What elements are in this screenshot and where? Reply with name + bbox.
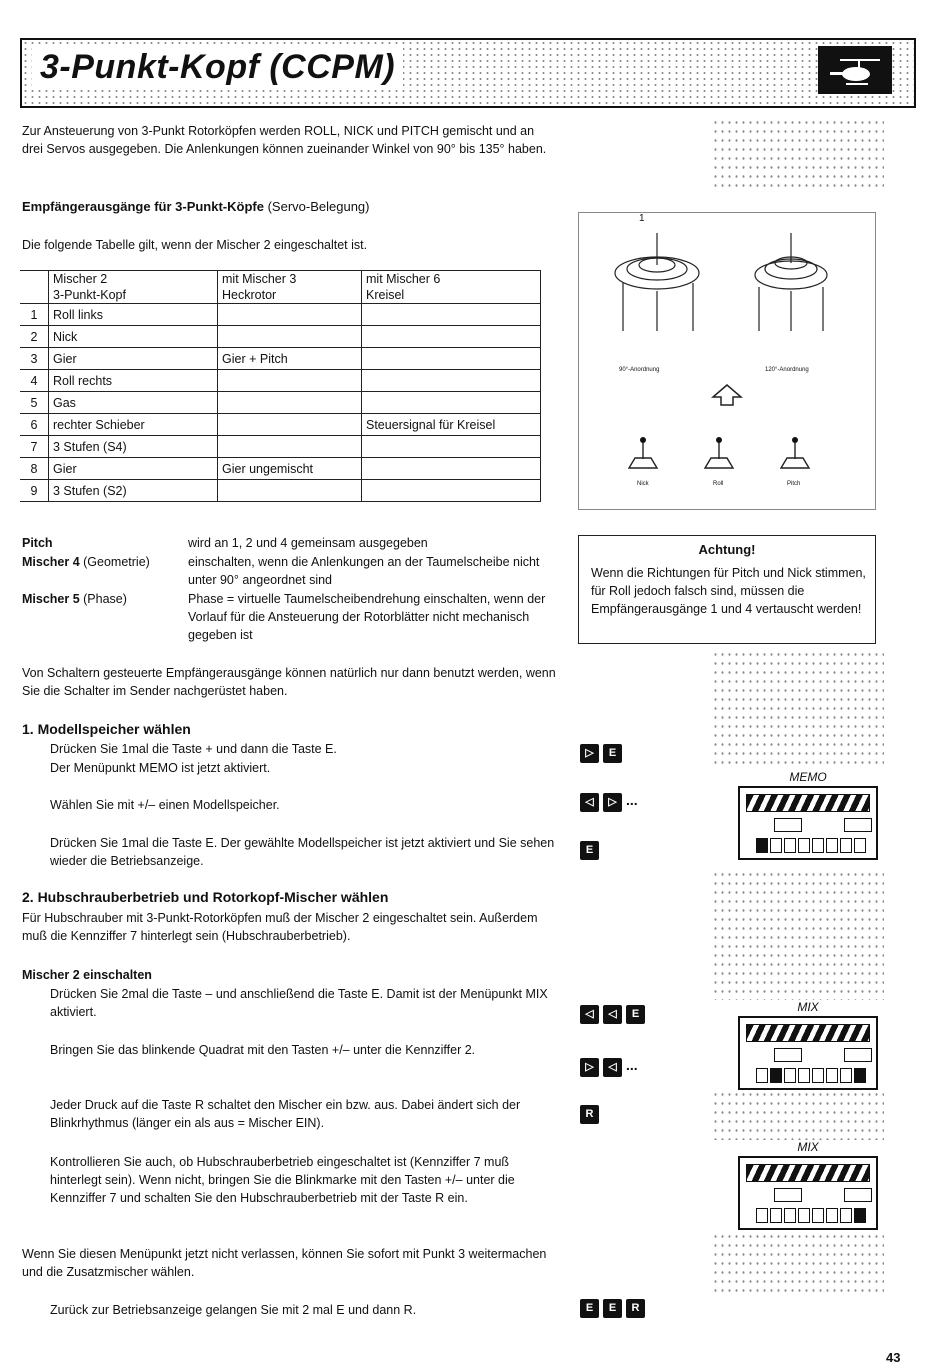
table-cell: Steuersignal für Kreisel [362,414,541,436]
table-cell [218,414,362,436]
step2-keys-d [580,1298,649,1318]
caption-120: 120°-Anordnung [765,367,809,373]
caption-90: 90°-Anordnung [619,367,660,373]
ellipsis: ... [626,1057,638,1073]
table-cell-output: 9 [20,480,49,502]
table-cell [218,480,362,502]
table-row [20,458,541,480]
step2-keys-a [580,1004,649,1024]
table-cell [218,370,362,392]
step1-p4: Drücken Sie 1mal die Taste E. Der gewählte Modellspeicher ist jetzt aktiviert und Sie sehen wieder die Betriebsanzeige. [50,836,555,868]
table-cell: rechter Schieber [49,414,218,436]
step1-keys-c [580,840,603,860]
step1-keys-a [580,743,626,763]
table-header-mischer2: Mischer 2 3-Punkt-Kopf [49,271,218,304]
table-cell: Roll links [49,304,218,326]
dotted-area [712,1232,884,1292]
table-cell: Gier + Pitch [218,348,362,370]
minus-key[interactable]: ◁ [580,1005,599,1024]
plus-key[interactable]: ▷ [580,744,599,763]
step1-p3: Wählen Sie mit +/– einen Modellspeicher. [50,798,280,812]
table-row [20,480,541,502]
table-cell [218,326,362,348]
e-key[interactable]: E [580,841,599,860]
figure-marker: 1 [639,213,645,224]
table-cell-output: 6 [20,414,49,436]
table-cell: Nick [49,326,218,348]
def-term-mischer5: Mischer 5 (Phase) [22,592,127,606]
lcd-mix-2 [738,1140,878,1230]
plus-key[interactable]: ▷ [603,793,622,812]
table-cell-output: 8 [20,458,49,480]
e-key[interactable]: E [603,744,622,763]
step1-title: 1. Modellspeicher wählen [22,721,191,737]
step2-p4: Jeder Druck auf die Taste R schaltet den Mischer ein bzw. aus. Dabei ändert sich der Blinkrhythmus (länger ein als aus = Mischer EIN). [50,1098,521,1130]
table-cell-output: 5 [20,392,49,414]
e-key[interactable]: E [580,1299,599,1318]
step2-p2: Drücken Sie 2mal die Taste – und anschließend die Taste E. Damit ist der Menüpunkt MIX aktiviert. [50,987,548,1019]
table-row [20,414,541,436]
achtung-text: Wenn die Richtungen für Pitch und Nick stimmen, für Roll jedoch falsch sind, müssen die Empfängerausgänge 1 und 4 vertauscht werden! [591,566,866,616]
table-row [20,370,541,392]
table-row [20,348,541,370]
step2-title: 2. Hubschrauberbetrieb und Rotorkopf-Mischer wählen [22,889,389,905]
swashplate-figure [578,212,876,510]
table-row [20,436,541,458]
def-text-mischer4: einschalten, wenn die Anlenkungen an der Taumelscheibe nicht unter 90° angeordnet sind [188,555,540,587]
plus-key[interactable]: ▷ [580,1058,599,1077]
r-key[interactable]: R [626,1299,645,1318]
lcd-label: MIX [740,1000,876,1014]
r-key[interactable]: R [580,1105,599,1124]
dotted-area [712,650,884,770]
achtung-title: Achtung! [698,542,756,557]
table-cell: Gier [49,348,218,370]
table-cell: Gier [49,458,218,480]
step2-keys-c [580,1104,603,1124]
table-note: Die folgende Tabelle gilt, wenn der Mischer 2 eingeschaltet ist. [22,238,368,252]
ellipsis: ... [626,792,638,808]
stick-label-pitch: Pitch [787,481,801,487]
step2-p5: Kontrollieren Sie auch, ob Hubschrauberbetrieb eingeschaltet ist (Kennziffer 7 muß hinterlegt sein). Wenn nicht, bringen Sie die Blinkmarke mit den Tasten +/– unter die Kennziffer 7 und schalten Sie den Hubschrauberbetrieb mit der Taste R ein. [50,1155,515,1205]
page-number: 43 [886,1350,901,1365]
servo-table [20,270,541,502]
table-cell-output: 2 [20,326,49,348]
e-key[interactable]: E [626,1005,645,1024]
table-cell [362,458,541,480]
table-header-mischer6: mit Mischer 6 Kreisel [362,271,541,304]
dotted-area [712,1090,884,1140]
section-heading-bold: Empfängerausgänge für 3-Punkt-Köpfe [22,199,264,214]
step1-p2: Der Menüpunkt MEMO ist jetzt aktiviert. [50,761,271,775]
def-term-pitch: Pitch [22,536,53,550]
lcd-memo [738,770,878,860]
step2-p3: Bringen Sie das blinkende Quadrat mit den Tasten +/– unter die Kennziffer 2. [50,1043,476,1057]
table-cell [218,392,362,414]
table-cell [218,304,362,326]
table-cell [362,480,541,502]
minus-key[interactable]: ◁ [580,793,599,812]
table-cell: Gas [49,392,218,414]
helicopter-icon [818,46,892,94]
def-text-mischer5: Phase = virtuelle Taumelscheibendrehung einschalten, wenn der Vorlauf für die Ansteuerung der Rotorblätter nicht mechanisch gegeben ist [188,592,546,642]
table-header-mischer3: mit Mischer 3 Heckrotor [218,271,362,304]
dotted-area [712,118,884,190]
table-cell [362,326,541,348]
minus-key[interactable]: ◁ [603,1058,622,1077]
table-cell [362,436,541,458]
section-heading [22,198,557,216]
table-cell [362,304,541,326]
table-row [20,326,541,348]
table-cell [218,436,362,458]
table-cell: 3 Stufen (S2) [49,480,218,502]
table-cell-output: 3 [20,348,49,370]
table-cell: Roll rechts [49,370,218,392]
lcd-label: MEMO [740,770,876,784]
achtung-box [578,535,876,644]
section-heading-rest: (Servo-Belegung) [267,199,370,214]
step2-subtitle: Mischer 2 einschalten [22,968,152,982]
table-cell [362,370,541,392]
def-text-pitch: wird an 1, 2 und 4 gemeinsam ausgegeben [188,536,428,550]
step2-p6: Wenn Sie diesen Menüpunkt jetzt nicht verlassen, können Sie sofort mit Punkt 3 weitermachen und die Zusatzmischer wählen. [22,1247,547,1279]
step2-p7: Zurück zur Betriebsanzeige gelangen Sie mit 2 mal E und dann R. [50,1303,417,1317]
minus-key[interactable]: ◁ [603,1005,622,1024]
dotted-area [712,870,884,1000]
switch-note: Von Schaltern gesteuerte Empfängerausgänge können natürlich nur dann benutzt werden, wenn Sie die Schalter im Sender nachgerüstet haben. [22,666,556,698]
page-title: 3-Punkt-Kopf (CCPM) [32,48,403,87]
lcd-label: MIX [740,1140,876,1154]
table-row [20,392,541,414]
table-row [20,304,541,326]
step2-keys-b [580,1057,638,1077]
def-term-mischer4: Mischer 4 (Geometrie) [22,555,150,569]
step2-p1: Für Hubschrauber mit 3-Punkt-Rotorköpfen muß der Mischer 2 eingeschaltet sein. Außerdem muß die Kennziffer 7 hinterlegt sein (Hubschrauberbetrieb). [22,911,538,943]
table-cell: Gier ungemischt [218,458,362,480]
step1-keys-b [580,792,638,812]
table-cell: 3 Stufen (S4) [49,436,218,458]
stick-label-roll: Roll [713,481,724,487]
e-key[interactable]: E [603,1299,622,1318]
lcd-mix-1 [738,1000,878,1090]
stick-label-nick: Nick [637,481,649,487]
table-cell-output: 1 [20,304,49,326]
table-cell-output: 7 [20,436,49,458]
table-cell [362,392,541,414]
step1-p1: Drücken Sie 1mal die Taste + und dann die Taste E. [50,742,337,756]
table-cell-output: 4 [20,370,49,392]
intro-text: Zur Ansteuerung von 3-Punkt Rotorköpfen werden ROLL, NICK und PITCH gemischt und an drei Servos ausgegeben. Die Anlenkungen können zueinander Winkel von 90° bis 135° haben. [22,124,547,156]
table-cell [362,348,541,370]
